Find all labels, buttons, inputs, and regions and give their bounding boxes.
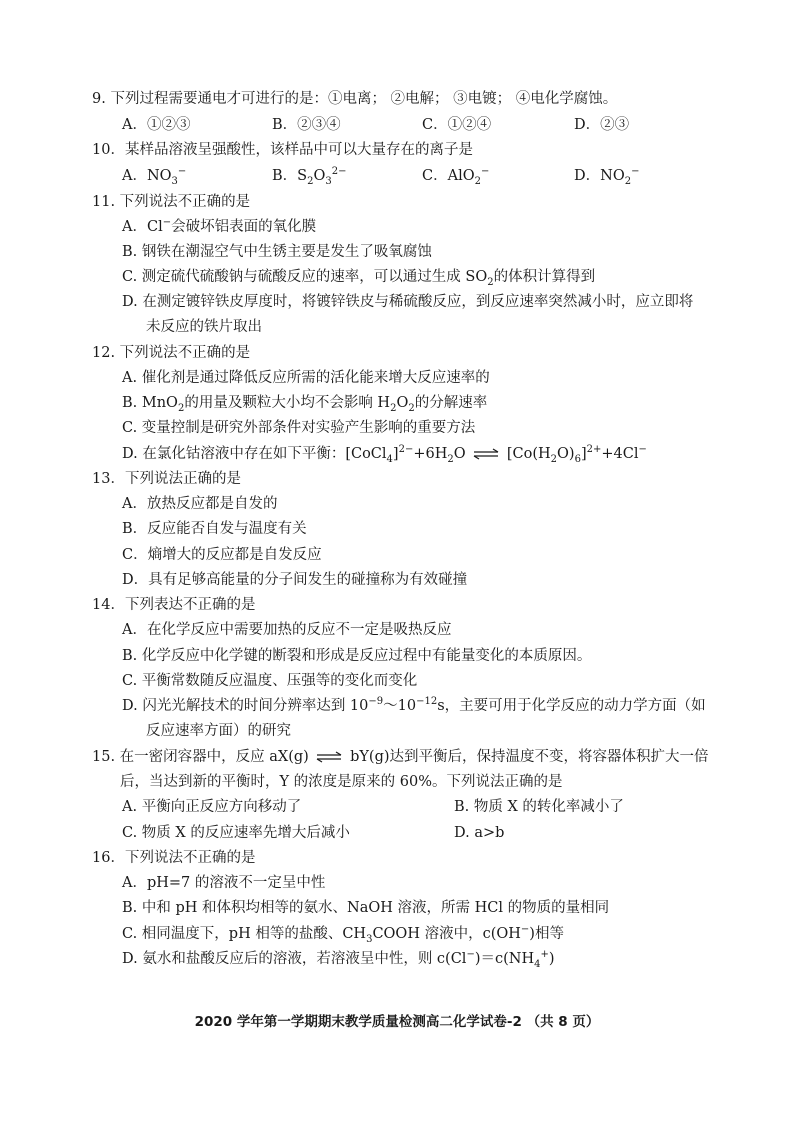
q16-option-a: A．pH=7 的溶液不一定呈中性 [122,875,326,891]
q11-option-a: A．Cl−会破坏铝表面的氧化膜 [122,217,317,235]
q12-option-c: C. 变量控制是研究外部条件对实验产生影响的重要方法 [122,420,476,436]
q11-option-d: D. 在测定镀锌铁皮厚度时，将镀锌铁皮与稀硫酸反应，到反应速率突然减小时，应立即将 [122,294,694,310]
q15-option-d: D. a>b [454,825,505,841]
q11-option-d-cont: 未反应的铁片取出 [146,319,262,335]
q11-option-c: C. 测定硫代硫酸钠与硫酸反应的速率，可以通过生成 $SO_2$的体积计算得到 [122,269,596,288]
q11-option-b: B. 钢铁在潮湿空气中生锈主要是发生了吸氧腐蚀 [122,244,432,260]
q14-option-d: D. 闪光光解技术的时间分辨率达到 $10^{-9}\sim 10^{-12}s$，主要可用于化学反应的动力学方面（如 [122,696,706,714]
q9-option-b: B．②③④ [272,117,341,133]
q10-option-a: A．$NO_3^-$ [122,166,187,187]
q13-option-d: D．具有足够高能量的分子间发生的碰撞称为有效碰撞 [122,572,468,588]
question-16-stem: 16．下列说法不正确的是 [92,850,256,866]
page-footer: 2020 学年第一学期期末教学质量检测高二化学试卷-2 （共 8 页） [194,1014,600,1030]
q12-option-d: D. 在氯化钴溶液中存在如下平衡：$[CoCl_4]^{2-}+6H_2O$ $[Co(H_2O)_6]^{2+}+4Cl^-$ [122,444,647,465]
q16-option-d: D. 氨水和盐酸反应后的溶液，若溶液呈中性，则 $c(Cl^-)=c(NH_4^+)$ [122,949,555,970]
q14-option-d-cont: 反应速率方面）的研究 [146,723,291,739]
question-13-stem: 13．下列说法正确的是 [92,471,241,487]
q10-option-d: D．$NO_2^-$ [574,166,640,187]
question-14-stem: 14．下列表达不正确的是 [92,597,256,613]
q14-option-c: C. 平衡常数随反应温度、压强等的变化而变化 [122,673,418,689]
question-10-stem: 10．某样品溶液呈强酸性，该样品中可以大量存在的离子是 [92,142,473,158]
question-12-stem: 12. 下列说法不正确的是 [92,345,251,361]
q10-option-b: B．$S_2O_3^{2-}$ [272,166,347,187]
equilibrium-arrow-icon [315,751,343,763]
q14-option-a: A．在化学反应中需要加热的反应不一定是吸热反应 [122,622,452,638]
q16-option-b: B. 中和 pH 和体积均相等的氨水、NaOH 溶液，所需 HCl 的物质的量相同 [122,900,610,916]
q15-option-a: A. 平衡向正反应方向移动了 [122,799,302,815]
q9-option-a: A．①②③ [122,117,191,133]
q13-option-a: A．放热反应都是自发的 [122,496,278,512]
q10-option-c: C．AlO$_2$− [422,166,490,187]
q13-option-c: C．熵增大的反应都是自发反应 [122,547,322,563]
question-9-stem: 9. 下列过程需要通电才可进行的是：①电离； ②电解； ③电镀； ④电化学腐蚀。 [92,91,618,107]
q14-option-b: B. 化学反应中化学键的断裂和形成是反应过程中有能量变化的本质原因。 [122,648,592,664]
q12-option-a: A. 催化剂是通过降低反应所需的活化能来增大反应速率的 [122,370,490,386]
q9-option-c: C．①②④ [422,117,492,133]
equilibrium-arrow-icon [472,448,500,460]
question-11-stem: 11. 下列说法不正确的是 [92,194,251,210]
q16-option-c: C. 相同温度下，pH 相等的盐酸、$CH_3COOH$ 溶液中，c(OH−)相等 [122,924,564,945]
q15-option-c: C. 物质 X 的反应速率先增大后减小 [122,825,350,841]
question-15-stem-cont: 后，当达到新的平衡时，Y 的浓度是原来的 60%。下列说法正确的是 [120,774,563,790]
q13-option-b: B．反应能否自发与温度有关 [122,521,307,537]
q12-option-b: B. MnO$_2$的用量及颗粒大小均不会影响 $H_2O_2$的分解速率 [122,395,488,414]
q15-option-b: B. 物质 X 的转化率减小了 [454,799,624,815]
question-15-stem: 15. 在一密闭容器中，反应 aX(g) bY(g)达到平衡后，保持温度不变，将容器体积扩大一倍 [92,749,709,765]
q9-option-d: D．②③ [574,117,630,133]
